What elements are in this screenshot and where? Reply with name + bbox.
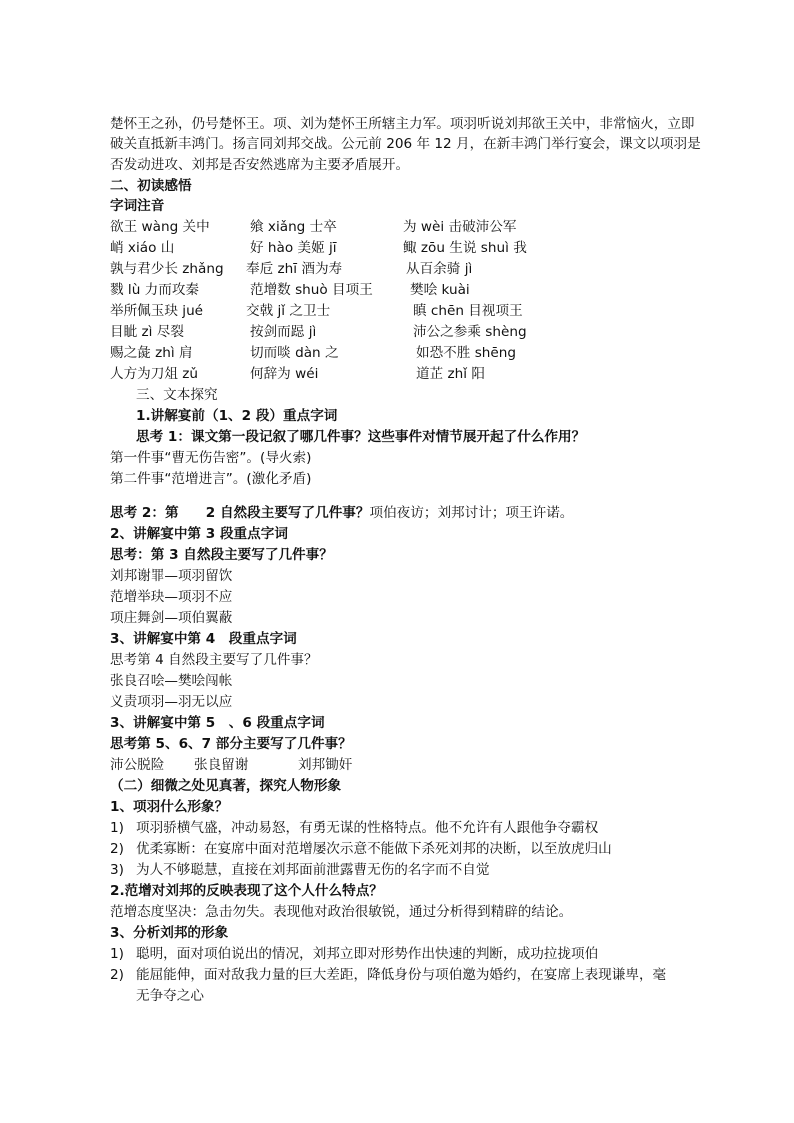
event-line-2: 第二件事“范增进言”。(激化矛盾) xyxy=(110,471,312,487)
vocab-item: 欲王 wàng 关中 xyxy=(110,219,210,235)
vocab-item: 目眦 zì 尽裂 xyxy=(110,324,184,340)
vocab-item: 赐之彘 zhì 肩 xyxy=(110,345,193,361)
vocab-item: 孰与君少长 zhǎng xyxy=(110,261,224,277)
think-question-1: 思考 1：课文第一段记叙了哪几件事？这些事件对情节展开起了什么作用？ xyxy=(136,429,586,445)
vocab-item: 举所佩玉玦 jué xyxy=(110,303,204,319)
item-text: 能屈能伸，面对敌我力量的巨大差距，降低身份与项伯邀为婚约，在宴席上表现谦卑，毫 xyxy=(136,967,667,983)
plot-point: 刘邦锄奸 xyxy=(298,757,353,773)
plot-point: 张良召哙—樊哙闯帐 xyxy=(110,673,233,689)
part-heading-2: 2、讲解宴中第 3 段重点字词 xyxy=(110,526,288,542)
item-text-continuation: 无争夺之心 xyxy=(136,988,204,1004)
vocab-item: 鲰 zōu 生说 shuì 我 xyxy=(403,240,527,256)
vocab-item: 范增数 shuò 目项王 xyxy=(250,282,373,298)
part-heading-3: 3、讲解宴中第 4 段重点字词 xyxy=(110,631,297,647)
think-question-2 xyxy=(110,503,573,523)
plot-point: 张良留谢 xyxy=(194,757,249,773)
item-text: 聪明，面对项伯说出的情况，刘邦立即对形势作出快速的判断，成功拉拢项伯 xyxy=(136,946,599,962)
vocab-item: 瞋 chēn 目视项王 xyxy=(413,303,523,319)
think-question-3: 思考：第 3 自然段主要写了几件事？ xyxy=(110,547,333,563)
item-text: 项羽骄横气盛，冲动易怒，有勇无谋的性格特点。他不允许有人跟他争夺霸权 xyxy=(136,820,599,836)
think-question-2-answer: 项伯夜访；刘邦讨计；项王许诺。 xyxy=(369,505,574,521)
part-heading-1: 1.讲解宴前（1、2 段）重点字词 xyxy=(136,408,338,424)
vocab-item: 切而啖 dàn 之 xyxy=(250,345,339,361)
vocab-item: 交戟 jǐ 之卫士 xyxy=(246,303,331,319)
vocab-item: 好 hào 美姬 jī xyxy=(250,240,337,256)
vocab-item: 樊哙 kuài xyxy=(410,282,470,298)
subheading-pronunciation: 字词注音 xyxy=(110,198,165,214)
item-number: 1) xyxy=(110,946,124,962)
question-fan-zeng: 2.范增对刘邦的反映表现了这个人什么特点？ xyxy=(110,883,383,899)
think-question-4: 思考第 4 自然段主要写了几件事？ xyxy=(110,652,318,668)
question-liu-bang: 3、分析刘邦的形象 xyxy=(110,925,229,941)
vocab-item: 按剑而跽 jì xyxy=(250,324,317,340)
vocab-item: 如恐不胜 shēng xyxy=(416,345,517,361)
intro-line-3: 否发动进攻、刘邦是否安然逃席为主要矛盾展开。 xyxy=(110,157,410,173)
plot-point: 刘邦谢罪—项羽留饮 xyxy=(110,568,233,584)
plot-point: 项庄舞剑—项伯翼蔽 xyxy=(110,610,233,626)
think-question-5: 思考第 5、6、7 部分主要写了几件事？ xyxy=(110,736,352,752)
intro-line-1: 楚怀王之孙，仍号楚怀王。项、刘为楚怀王所辖主力军。项羽听说刘邦欲王关中，非常恼火，立即 xyxy=(110,116,695,132)
event-line-1: 第一件事“曹无伤告密”。(导火索) xyxy=(110,450,312,466)
item-number: 2) xyxy=(110,967,124,983)
vocab-item: 奉卮 zhī 酒为寿 xyxy=(246,261,343,277)
vocab-item: 戮 lù 力而攻秦 xyxy=(110,282,200,298)
intro-line-2: 破关直抵新丰鸿门。扬言同刘邦交战。公元前 206 年 12 月，在新丰鸿门举行宴会，课文以项羽是 xyxy=(110,136,701,152)
think-question-2-prompt: 思考 2：第 2 自然段主要写了几件事？ xyxy=(110,505,370,521)
vocab-item: 为 wèi 击破沛公军 xyxy=(403,219,517,235)
answer-fan-zeng: 范增态度坚决：急击勿失。表现他对政治很敏锐，通过分析得到精辟的结论。 xyxy=(110,904,573,920)
section-heading-first-reading: 二、初读感悟 xyxy=(110,178,192,194)
vocab-item: 人方为刀俎 zǔ xyxy=(110,366,199,382)
vocab-item: 道芷 zhǐ 阳 xyxy=(416,366,485,382)
vocab-item: 从百余骑 jì xyxy=(406,261,473,277)
vocab-item: 飨 xiǎng 士卒 xyxy=(250,219,337,235)
part-heading-4: 3、讲解宴中第 5 、6 段重点字词 xyxy=(110,715,325,731)
section-heading-characters: （二）细微之处见真著，探究人物形象 xyxy=(110,778,342,794)
vocab-item: 何辞为 wéi xyxy=(250,366,319,382)
item-number: 1) xyxy=(110,820,124,836)
item-text: 优柔寡断：在宴席中面对范增屡次示意不能做下杀死刘邦的决断，以至放虎归山 xyxy=(136,841,612,857)
plot-point: 义责项羽—羽无以应 xyxy=(110,694,233,710)
section-heading-text-exploration: 三、文本探究 xyxy=(136,387,218,403)
vocab-item: 沛公之参乘 shèng xyxy=(413,324,527,340)
item-number: 2) xyxy=(110,841,124,857)
item-number: 3) xyxy=(110,862,124,878)
plot-point: 范增举玦—项羽不应 xyxy=(110,589,233,605)
question-xiang-yu: 1、项羽什么形象？ xyxy=(110,799,229,815)
item-text: 为人不够聪慧，直接在刘邦面前泄露曹无伤的名字而不自觉 xyxy=(136,862,490,878)
vocab-item: 峭 xiáo 山 xyxy=(110,240,175,256)
plot-point: 沛公脱险 xyxy=(110,757,165,773)
